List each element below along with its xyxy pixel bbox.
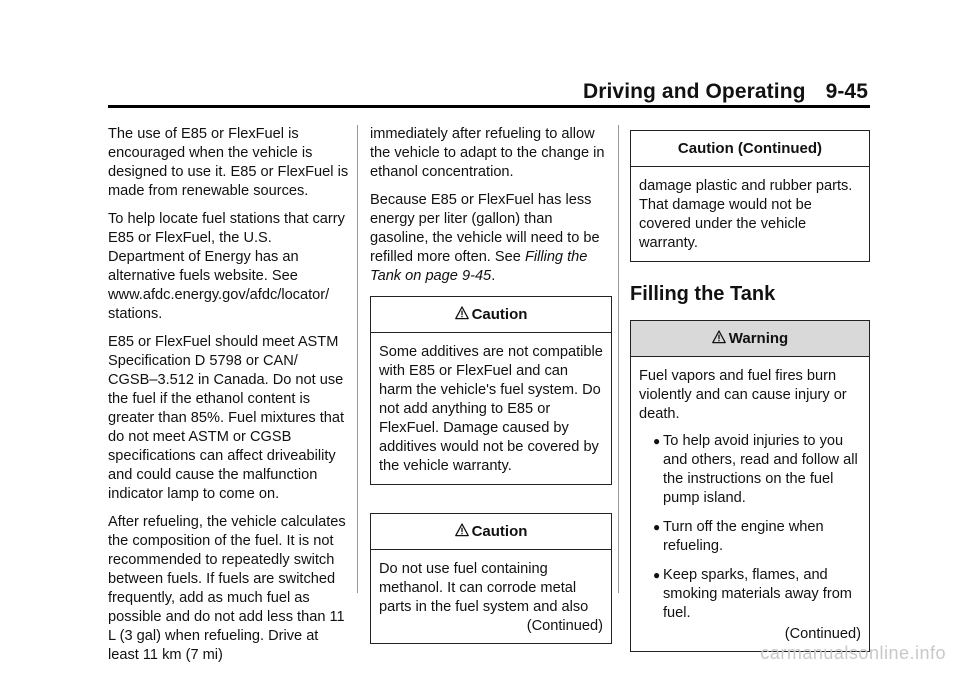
list-item (639, 432, 861, 508)
alert-triangle-icon (455, 523, 469, 537)
bullet-icon: ● (653, 568, 661, 582)
warning-body (631, 357, 869, 651)
caution-body (371, 550, 611, 643)
paragraph-less-energy (370, 191, 612, 286)
paragraph-e85-use: The use of E85 or FlexFuel is encouraged when the vehicle is designed to use it. E85 or FlexFuel is made from renewable sources. (108, 126, 349, 199)
column-3 (630, 128, 870, 652)
caution-continued-text: damage plastic and rubber parts. That damage would not be covered under the vehicle warranty. (639, 178, 853, 251)
caution-box-methanol (370, 513, 612, 644)
list-item-text: Turn off the engine when refueling. (663, 519, 824, 554)
caution-additives-text: Some additives are not compatible with E85 or FlexFuel and can harm the vehicle's fuel system. Do not add anything to E85 or FlexFuel. Damage caused by additives would not be covered by the vehicle warranty. (379, 344, 603, 474)
caution-box-continued (630, 130, 870, 262)
less-energy-text: Because E85 or FlexFuel has less energy per liter (gallon) than gasoline, the vehicle will need to be refilled more often. See (370, 192, 600, 265)
section-title: Driving and Operating (582, 80, 806, 103)
warning-header (631, 321, 869, 357)
bullet-icon: ● (653, 434, 661, 448)
less-energy-end: . (491, 268, 496, 284)
warning-box (630, 320, 870, 652)
bullet-icon: ● (653, 520, 661, 534)
section-heading-filling-the-tank: Filling the Tank (630, 283, 776, 305)
list-item (639, 566, 861, 623)
alert-triangle-icon (455, 306, 469, 320)
warning-intro: Fuel vapors and fuel fires burn violently and can cause injury or death. (639, 368, 847, 422)
warning-bullet-list (639, 432, 861, 623)
continued-label: (Continued) (784, 626, 861, 642)
caution-body (371, 333, 611, 484)
page-number: 9-45 (825, 80, 868, 103)
list-item (639, 518, 861, 556)
caution-body (631, 167, 869, 261)
column-2 (370, 125, 612, 644)
caution-methanol-text: Do not use fuel containing methanol. It can corrode metal parts in the fuel system and also (379, 561, 589, 615)
caution-title: Caution (471, 306, 528, 323)
column-divider-1 (357, 125, 358, 593)
caution-header (371, 297, 611, 333)
caution-header (371, 514, 611, 550)
column-divider-2 (618, 125, 619, 593)
caution-box-additives (370, 296, 612, 485)
paragraph-adapt: immediately after refueling to allow the vehicle to adapt to the change in ethanol concentration. (370, 126, 605, 180)
caution-continued-header: Caution (Continued) (631, 131, 869, 167)
column-1 (108, 125, 350, 674)
header-rule (108, 105, 870, 108)
watermark-text: carmanualsonline.info (760, 643, 946, 663)
alert-triangle-icon (712, 330, 726, 344)
continued-label: (Continued) (526, 618, 603, 634)
caution-title: Caution (471, 523, 528, 540)
page-header (583, 80, 868, 104)
warning-title: Warning (728, 330, 789, 347)
paragraph-fuel-stations: To help locate fuel stations that carry E85 or FlexFuel, the U.S. Department of Energy has an alternative fuels website. See www.afdc.energy.gov/afdc/locator/ stations. (108, 211, 345, 322)
paragraph-astm-spec: E85 or FlexFuel should meet ASTM Specification D 5798 or CAN/ CGSB–3.512 in Canada. Do not use the fuel if the ethanol content is greater than 85%. Fuel mixtures that do not meet ASTM or CGSB specifications can affect driveability and could cause the malfunction indicator lamp to come on. (108, 334, 345, 502)
list-item-text: Keep sparks, flames, and smoking materials away from fuel. (663, 567, 852, 621)
list-item-text: To help avoid injuries to you and others, read and follow all the instructions on the fuel pump island. (663, 433, 858, 506)
paragraph-after-refueling: After refueling, the vehicle calculates the composition of the fuel. It is not recommended to repeatedly switch between fuels. If fuels are switched frequently, add as much fuel as possible and do not add less than 11 L (3 gal) when refueling. Drive at least 11 km (7 mi) (108, 514, 346, 663)
filling-tank-reference-link[interactable]: Filling the Tank on page 9-45 (370, 249, 588, 284)
